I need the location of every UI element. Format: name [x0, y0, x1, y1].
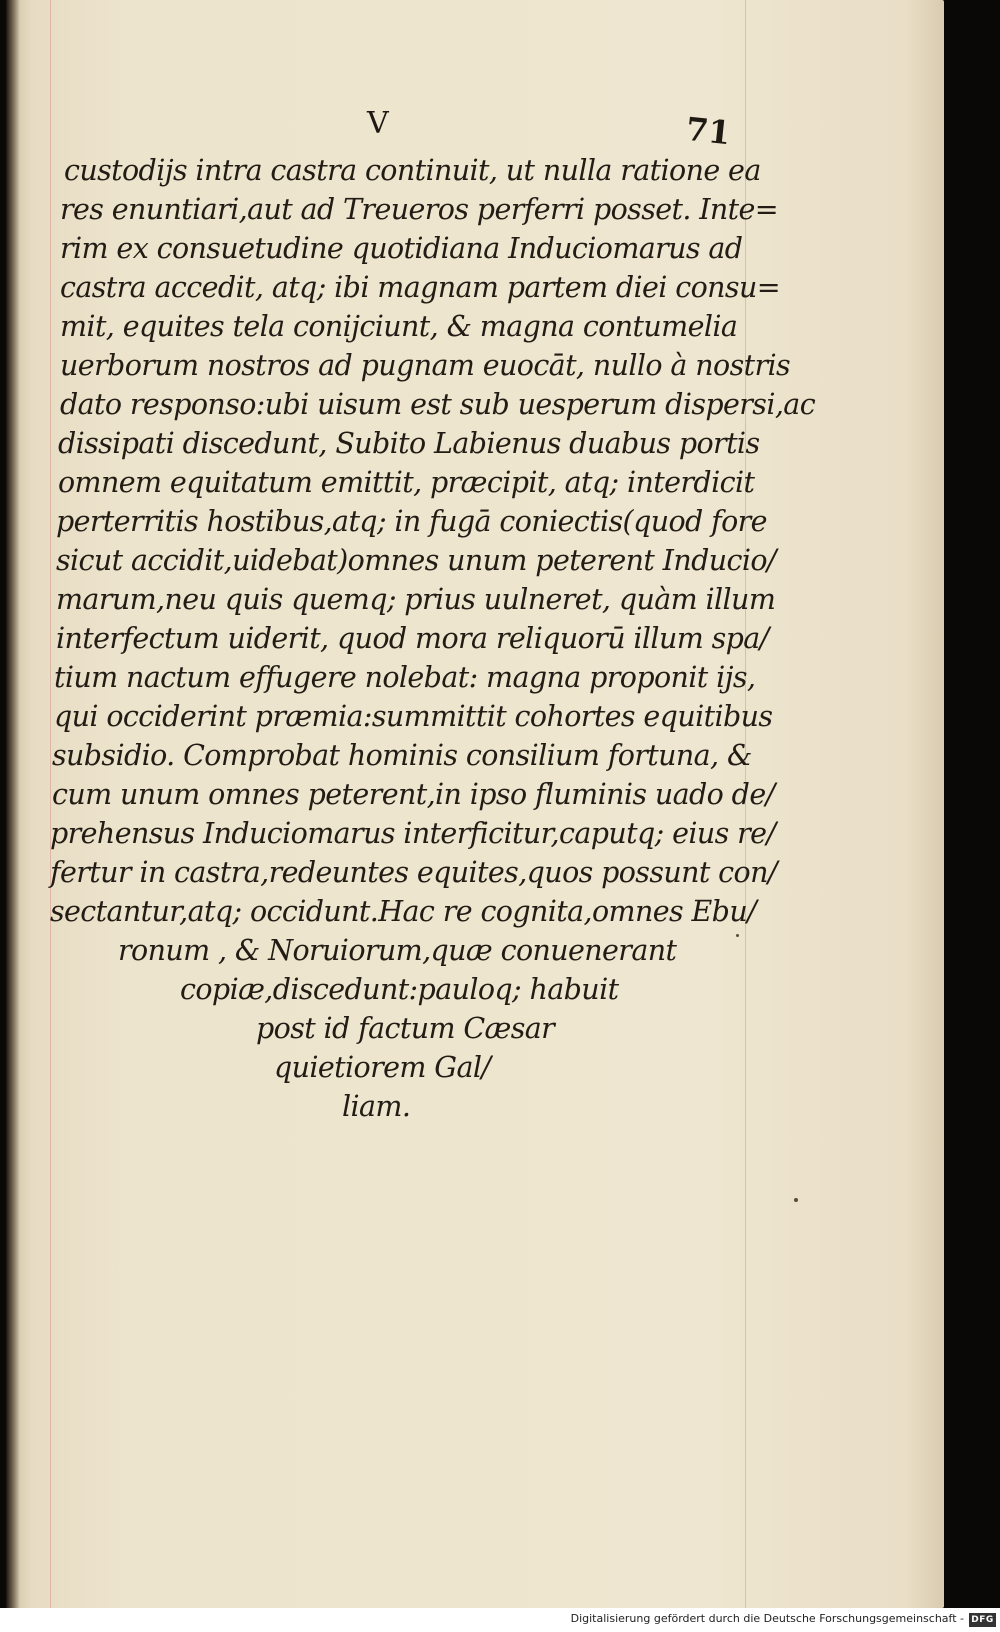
text-line: res enuntiari,aut ad Treueros perferri posset. Inte=: [60, 193, 779, 226]
text-line: post id factum Cæsar: [256, 1012, 555, 1045]
paper-speck: [794, 1198, 798, 1202]
text-line: sicut accidit,uidebat)omnes unum peterent Inducio/: [56, 544, 776, 577]
text-line: liam.: [342, 1090, 411, 1123]
text-line: perterritis hostibus,atq; in fugā coniectis(quod fore: [56, 505, 767, 538]
digitization-footer: [0, 1608, 1000, 1632]
funding-credit: Digitalisierung gefördert durch die Deutsche Forschungsgemeinschaft -: [570, 1612, 964, 1625]
text-line: qui occiderint præmia:summittit cohortes equitibus: [54, 700, 773, 733]
text-line: castra accedit, atq; ibi magnam partem diei consu=: [60, 271, 780, 304]
text-line: fertur in castra,redeuntes equites,quos possunt con/: [50, 856, 777, 889]
text-line: prehensus Induciomarus interficitur,caputq; eius re/: [50, 817, 776, 850]
text-line: marum,neu quis quemq; prius uulneret, quàm illum: [56, 583, 776, 616]
text-line: subsidio. Comprobat hominis consilium fortuna, &: [52, 739, 752, 772]
text-line: rim ex consuetudine quotidiana Induciomarus ad: [60, 232, 743, 265]
text-line: mit, equites tela conijciunt, & magna contumelia: [60, 310, 738, 343]
paper-speck: [736, 934, 739, 937]
folio-number: 71: [684, 109, 733, 153]
text-line: quietiorem Gal/: [274, 1051, 491, 1084]
text-line: dato responso:ubi uisum est sub uesperum dispersi,ac: [60, 388, 816, 421]
text-line: tium nactum effugere nolebat: magna proponit ijs,: [54, 661, 756, 694]
text-line: sectantur,atq; occidunt.Hac re cognita,omnes Ebu/: [50, 895, 757, 928]
dfg-logo: DFG: [969, 1613, 996, 1627]
text-line: omnem equitatum emittit, præcipit, atq; interdicit: [58, 466, 755, 499]
text-line: copiæ,discedunt:pauloq; habuit: [180, 973, 619, 1006]
text-line: uerborum nostros ad pugnam euocāt, nullo à nostris: [60, 349, 791, 382]
signature-mark: V: [367, 106, 389, 141]
text-line: ronum , & Noruiorum,quæ conuenerant: [118, 934, 677, 967]
text-line: dissipati discedunt, Subito Labienus duabus portis: [58, 427, 760, 460]
text-line: custodijs intra castra continuit, ut nulla ratione ea: [64, 154, 761, 187]
text-line: cum unum omnes peterent,in ipso fluminis uado de/: [52, 778, 775, 811]
text-line: interfectum uiderit, quod mora reliquorū illum spa/: [56, 622, 769, 655]
